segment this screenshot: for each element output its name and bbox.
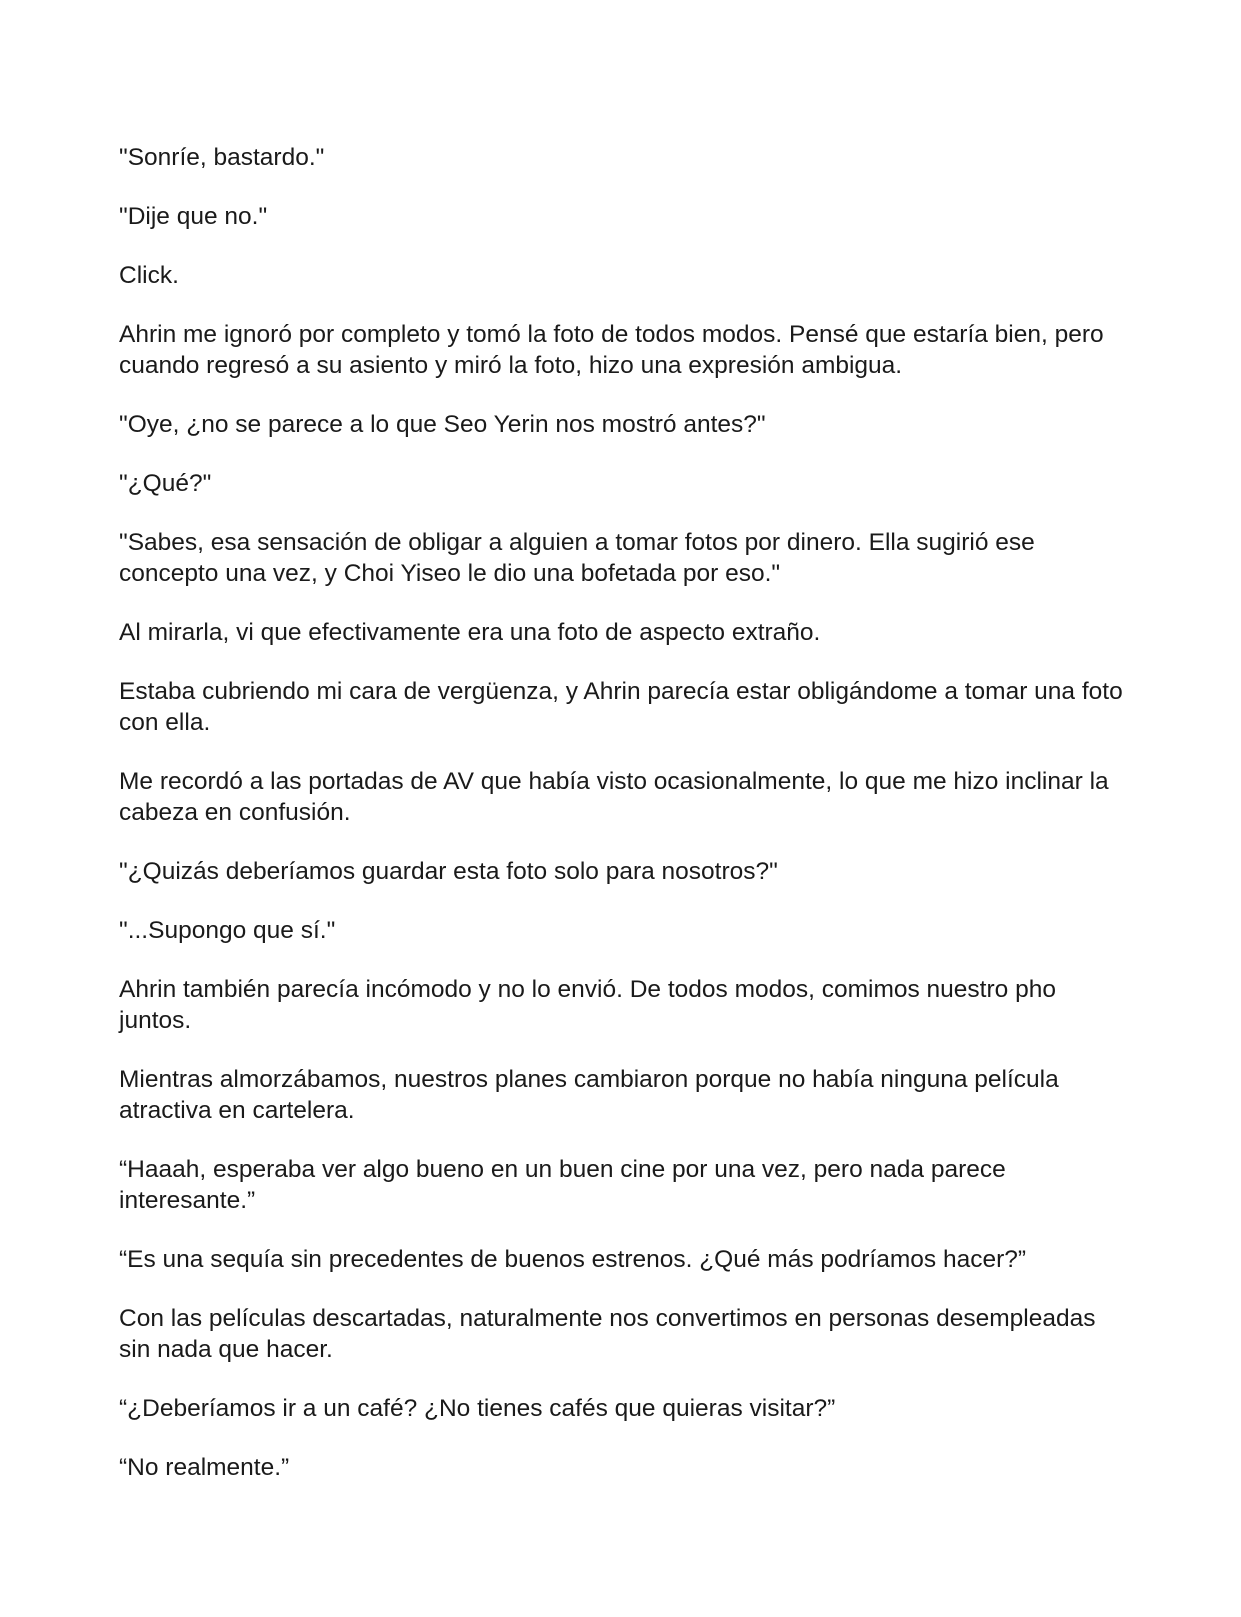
paragraph: "Oye, ¿no se parece a lo que Seo Yerin nos mostró antes?"	[119, 411, 766, 438]
paragraph: “¿Deberíamos ir a un café? ¿No tienes cafés que quieras visitar?”	[119, 1395, 836, 1422]
paragraph: "¿Qué?"	[119, 470, 212, 497]
paragraph: Click.	[119, 262, 179, 289]
paragraph: Ahrin también parecía incómodo y no lo envió. De todos modos, comimos nuestro pho juntos.	[119, 976, 1056, 1034]
paragraph: “No realmente.”	[119, 1454, 290, 1481]
paragraph: "Sonríe, bastardo."	[119, 144, 325, 171]
paragraph: "¿Quizás deberíamos guardar esta foto solo para nosotros?"	[119, 858, 778, 885]
paragraph: Me recordó a las portadas de AV que había visto ocasionalmente, lo que me hizo inclinar la cabeza en confusión.	[119, 768, 1109, 826]
paragraph: Estaba cubriendo mi cara de vergüenza, y Ahrin parecía estar obligándome a tomar una foto con ella.	[119, 678, 1123, 736]
paragraph: Mientras almorzábamos, nuestros planes cambiaron porque no había ninguna película atractiva en cartelera.	[119, 1066, 1059, 1124]
paragraph: “Es una sequía sin precedentes de buenos estrenos. ¿Qué más podríamos hacer?”	[119, 1246, 1027, 1273]
paragraph: Ahrin me ignoró por completo y tomó la foto de todos modos. Pensé que estaría bien, pero cuando regresó a su asiento y miró la foto, hizo una expresión ambigua.	[119, 321, 1104, 379]
paragraph: Al mirarla, vi que efectivamente era una foto de aspecto extraño.	[119, 619, 821, 646]
paragraph: “Haaah, esperaba ver algo bueno en un buen cine por una vez, pero nada parece interesante.”	[119, 1156, 1006, 1214]
paragraph: "...Supongo que sí."	[119, 917, 336, 944]
paragraph: "Sabes, esa sensación de obligar a alguien a tomar fotos por dinero. Ella sugirió ese concepto una vez, y Choi Yiseo le dio una bofetada por eso."	[119, 529, 1035, 587]
paragraph: "Dije que no."	[119, 203, 268, 230]
paragraph: Con las películas descartadas, naturalmente nos convertimos en personas desempleadas sin nada que hacer.	[119, 1305, 1096, 1363]
document-body	[119, 142, 1129, 1511]
